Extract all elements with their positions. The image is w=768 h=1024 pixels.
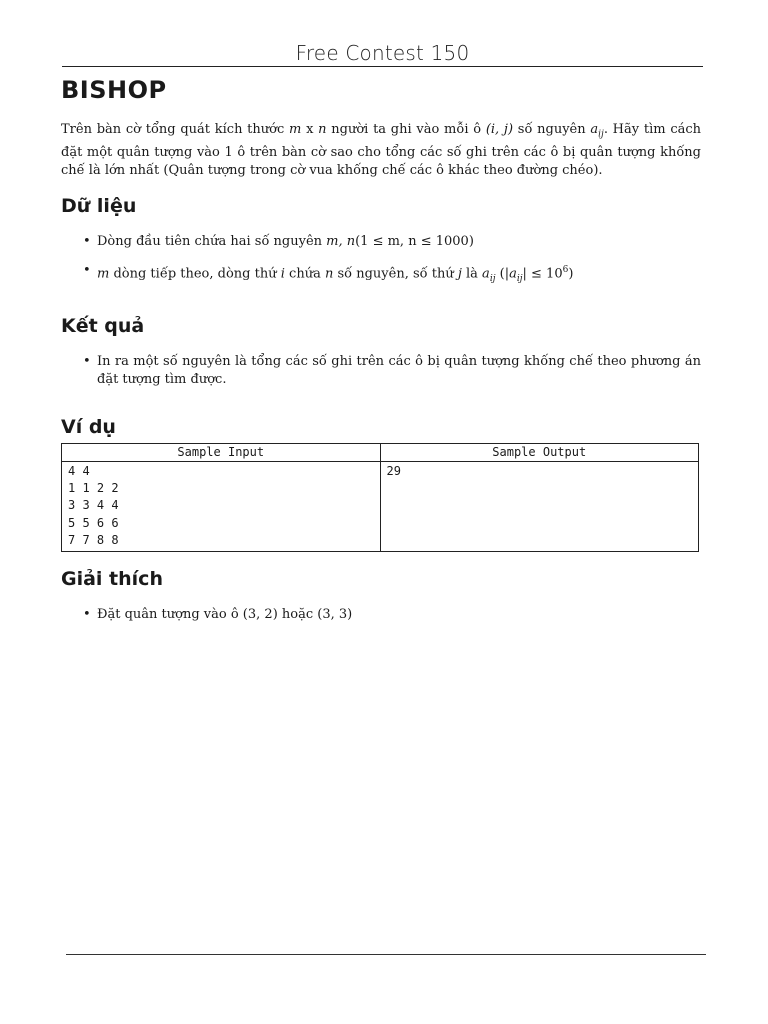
math-a: a [482, 265, 490, 281]
sample-input-line: 4 4 [68, 464, 90, 479]
constraint-text: (| [495, 265, 510, 281]
table-header-row [62, 444, 699, 462]
math-ij: ij [489, 273, 496, 284]
statement-text: . Hãy tìm cách đặt một quân tượng vào 1 ô trên bàn cờ sao cho tổng các số ghi trên các ô bị quân tượng khống chế là lớn nhất (Quân tượng trong cờ vua khống chế các ô khác theo đường chéo). [61, 122, 701, 178]
bullet-icon: • [83, 354, 91, 370]
problem-title: BISHOP [61, 76, 167, 104]
math-m: m [97, 265, 110, 281]
sample-input-line: 3 3 4 4 [68, 498, 119, 513]
page-header [62, 40, 703, 67]
bullet-text: dòng tiếp theo, dòng thứ [109, 265, 281, 281]
bullet-text: là [461, 265, 483, 281]
sample-input-line: 5 5 6 6 [68, 515, 119, 530]
section-heading-input: Dữ liệu [61, 195, 137, 218]
statement-text: x [301, 122, 319, 137]
bullet-icon: • [83, 234, 91, 250]
sample-table [61, 443, 699, 552]
math-n: n [324, 265, 334, 281]
math-a: a [590, 122, 599, 137]
bullet-text: Dòng đầu tiên chứa hai số nguyên [97, 234, 327, 250]
contest-name: Free Contest 150 [295, 41, 470, 65]
math-j: j [457, 265, 462, 281]
sample-input-line: 7 7 8 8 [68, 532, 119, 547]
sample-output-line: 29 [386, 464, 401, 479]
constraint-text: ) [568, 265, 574, 281]
list-item [81, 606, 701, 624]
problem-statement [61, 121, 701, 179]
table-row [62, 462, 699, 552]
column-header-input: Sample Input [62, 444, 381, 462]
bullet-text: In ra một số nguyên là tổng các số ghi trên các ô bị quân tượng khống chế theo phương án đặt tượng tìm được. [97, 354, 701, 387]
bullet-icon: • [83, 607, 91, 623]
math-ij: ij [516, 273, 523, 284]
sample-input-cell [62, 462, 381, 552]
column-header-output: Sample Output [380, 444, 699, 462]
input-bullets [61, 233, 701, 288]
footer-rule [66, 954, 706, 955]
math-m: m [289, 122, 302, 137]
math-mn: m, n [326, 234, 356, 250]
statement-text: Trên bàn cờ tổng quát kích thước [61, 122, 290, 137]
statement-text: số nguyên [513, 122, 591, 137]
section-heading-example: Ví dụ [61, 416, 116, 439]
bullet-text: số nguyên, số thứ [333, 265, 458, 281]
math-i: i [280, 265, 285, 281]
output-bullets [61, 353, 701, 388]
sample-output-cell [380, 462, 699, 552]
explanation-bullets [61, 606, 701, 624]
math-ij: ij [598, 129, 604, 140]
list-item [81, 262, 701, 288]
list-item [81, 353, 701, 388]
math-exponent: 6 [562, 264, 569, 275]
sample-input-line: 1 1 2 2 [68, 481, 119, 496]
list-item [81, 233, 701, 251]
bullet-icon: • [83, 262, 91, 278]
bullet-text: chứa [284, 265, 325, 281]
statement-text: người ta ghi vào mỗi ô [326, 122, 486, 137]
problem-content [61, 73, 701, 624]
section-heading-output: Kết quả [61, 315, 145, 338]
constraint-text: (1 ≤ m, n ≤ 1000) [355, 234, 474, 250]
section-heading-explanation: Giải thích [61, 568, 163, 591]
math-a: a [509, 265, 517, 281]
constraint-text: | ≤ 10 [522, 265, 563, 281]
bullet-text: Đặt quân tượng vào ô (3, 2) hoặc (3, 3) [97, 607, 353, 623]
math-cell: (i, j) [485, 122, 514, 137]
math-n: n [318, 122, 327, 137]
